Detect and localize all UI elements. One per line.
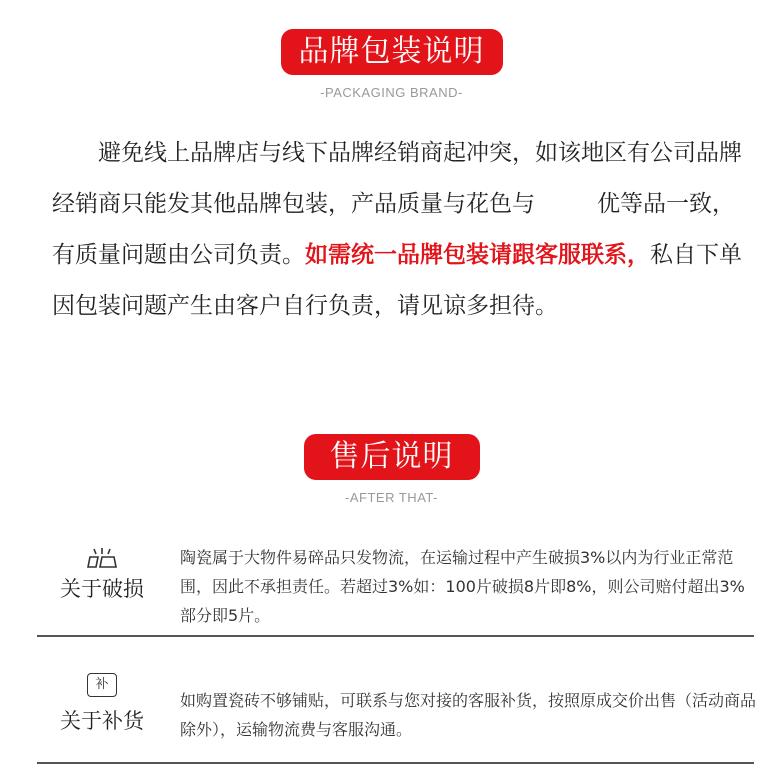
packaging-text-2: 优等品一致，有质量问题由公司负责。: [52, 191, 735, 268]
packaging-text-1: 避免线上品牌店与线下品牌经销商起冲突，如该地区有公司品牌经销商只能发其他品牌包装，产品质量与花色与: [52, 140, 742, 217]
broken-description: 陶瓷属于大物件易碎品只发物流，在运输过程中产生破损3%以内为行业正常范围，因此不承担责任。若超过3%如：100片破损8片即8%，则公司赔付超出3%部分即5片。: [180, 548, 745, 625]
broken-label: 关于破损: [60, 577, 144, 601]
divider-2: [37, 762, 754, 764]
broken-tile-icon: [37, 545, 167, 571]
replenish-label: 关于补货: [60, 709, 144, 733]
packaging-text-3: 私自下单因包装问题产生由客户自行负责，请见谅多担待。: [52, 242, 742, 319]
replenish-icon: 补: [37, 673, 167, 699]
broken-row-header: [37, 545, 167, 603]
packaging-subtitle: -PACKAGING BRAND-: [320, 85, 463, 100]
aftersale-title-badge: 售后说明: [304, 434, 480, 480]
packaging-highlight: 如需统一品牌包装请跟客服联系，: [305, 242, 650, 268]
aftersale-subtitle: -AFTER THAT-: [345, 490, 438, 505]
packaging-title-badge: 品牌包装说明: [281, 29, 503, 75]
divider-1: [37, 635, 754, 637]
replenish-row-header: [37, 673, 167, 735]
packaging-paragraph: [52, 128, 757, 332]
replenish-description: 如购置瓷砖不够铺贴，可联系与您对接的客服补货，按照原成交价出售（活动商品除外），运输物流费与客服沟通。: [180, 691, 757, 739]
